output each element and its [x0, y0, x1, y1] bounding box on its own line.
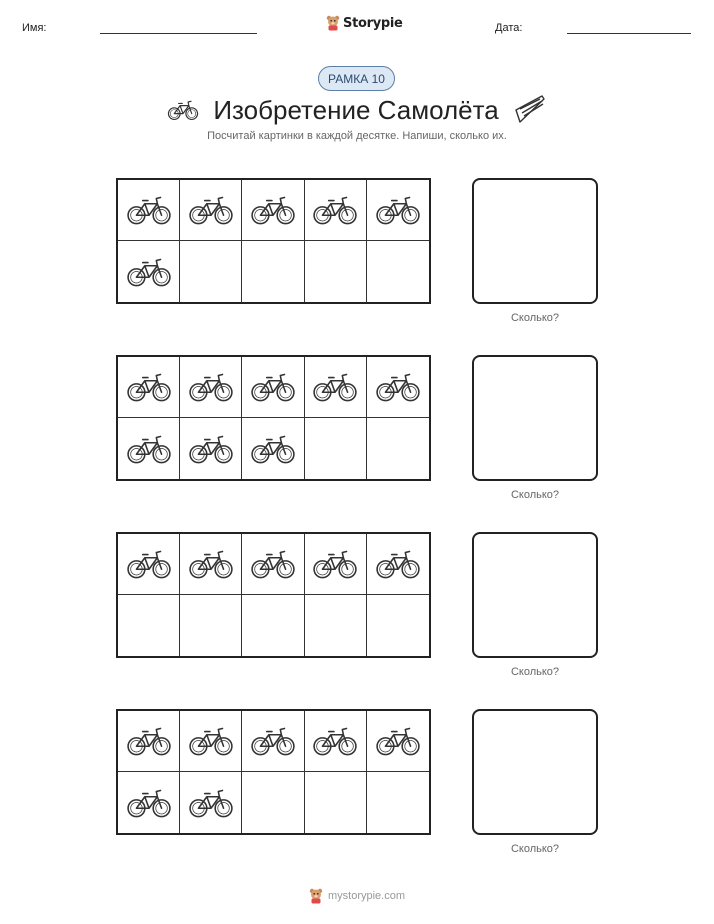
bicycle-icon: [375, 371, 421, 403]
ten-frame-cell: [118, 534, 180, 595]
ten-frame-cell: [305, 241, 367, 302]
ten-frame-cell: [305, 180, 367, 241]
ten-frame-cell: [118, 595, 180, 656]
frame-badge: РАМКА 10: [318, 66, 395, 91]
bicycle-icon: [250, 371, 296, 403]
brand-name: Storypie: [343, 15, 403, 31]
bicycle-icon: [375, 548, 421, 580]
ten-frame-cell: [180, 357, 242, 418]
bicycle-icon: [126, 725, 172, 757]
ten-frame-cell: [118, 357, 180, 418]
bicycle-icon: [312, 548, 358, 580]
ten-frame-cell: [118, 241, 180, 302]
ten-frame-cell: [305, 772, 367, 833]
answer-prompt: Сколько?: [510, 843, 560, 855]
instruction-text: Посчитай картинки в каждой десятке. Напиши, сколько их.: [207, 130, 507, 142]
title-row: [150, 92, 564, 128]
answer-prompt: Сколько?: [510, 312, 560, 324]
name-label: Имя:: [22, 22, 47, 34]
bicycle-icon: [250, 725, 296, 757]
ten-frame-cell: [118, 772, 180, 833]
airplane-wing-icon: [513, 94, 547, 126]
answer-box[interactable]: [472, 178, 598, 304]
bicycle-icon: [312, 194, 358, 226]
ten-frame-cell: [305, 357, 367, 418]
ten-frame-cell: [180, 711, 242, 772]
ten-frame-cell: [242, 534, 304, 595]
bear-icon: [309, 888, 323, 904]
answer-prompt: Сколько?: [510, 489, 560, 501]
answer-box[interactable]: [472, 532, 598, 658]
bicycle-icon: [375, 194, 421, 226]
ten-frame-cell: [242, 772, 304, 833]
ten-frame-cell: [180, 595, 242, 656]
bicycle-icon: [188, 433, 234, 465]
ten-frame-cell: [180, 772, 242, 833]
ten-frame-cell: [242, 595, 304, 656]
bicycle-icon: [250, 433, 296, 465]
date-label: Дата:: [495, 22, 523, 34]
ten-frame-cell: [180, 241, 242, 302]
bicycle-icon: [126, 787, 172, 819]
bicycle-icon: [188, 725, 234, 757]
ten-frame-cell: [118, 711, 180, 772]
name-line[interactable]: [100, 33, 257, 34]
ten-frame-cell: [305, 418, 367, 479]
bicycle-icon: [188, 371, 234, 403]
ten-frame: [116, 178, 431, 304]
date-line[interactable]: [567, 33, 691, 34]
ten-frame-cell: [305, 534, 367, 595]
ten-frame-cell: [367, 772, 429, 833]
footer: [0, 888, 714, 904]
answer-box[interactable]: [472, 709, 598, 835]
ten-frame: [116, 532, 431, 658]
ten-frame-cell: [180, 180, 242, 241]
bicycle-icon: [250, 194, 296, 226]
bicycle-icon: [312, 371, 358, 403]
ten-frame-cell: [305, 595, 367, 656]
ten-frame-cell: [180, 534, 242, 595]
answer-prompt: Сколько?: [510, 666, 560, 678]
bicycle-icon: [188, 548, 234, 580]
ten-frame-cell: [367, 241, 429, 302]
bicycle-icon: [375, 725, 421, 757]
ten-frame-cell: [118, 418, 180, 479]
ten-frame-cell: [242, 180, 304, 241]
ten-frame-cell: [367, 595, 429, 656]
bear-icon: [326, 15, 340, 31]
bicycle-icon: [126, 433, 172, 465]
ten-frame: [116, 355, 431, 481]
bicycle-icon: [312, 725, 358, 757]
bicycle-icon: [188, 194, 234, 226]
bicycle-icon: [126, 548, 172, 580]
ten-frame-cell: [242, 711, 304, 772]
ten-frame-cell: [367, 357, 429, 418]
bicycle-icon: [126, 371, 172, 403]
bicycle-icon: [188, 787, 234, 819]
storypie-logo: [326, 13, 403, 33]
bicycle-icon: [250, 548, 296, 580]
ten-frame-cell: [367, 534, 429, 595]
ten-frame-cell: [367, 418, 429, 479]
ten-frame-cell: [118, 180, 180, 241]
footer-url: mystorypie.com: [327, 890, 406, 902]
bicycle-icon: [167, 99, 199, 121]
ten-frame-cell: [242, 357, 304, 418]
ten-frame-cell: [305, 711, 367, 772]
ten-frame-cell: [242, 241, 304, 302]
bicycle-icon: [126, 256, 172, 288]
ten-frame: [116, 709, 431, 835]
ten-frame-cell: [367, 711, 429, 772]
answer-box[interactable]: [472, 355, 598, 481]
ten-frame-cell: [242, 418, 304, 479]
ten-frame-cell: [367, 180, 429, 241]
ten-frame-cell: [180, 418, 242, 479]
bicycle-icon: [126, 194, 172, 226]
page-title: Изобретение Самолёта: [213, 94, 499, 125]
